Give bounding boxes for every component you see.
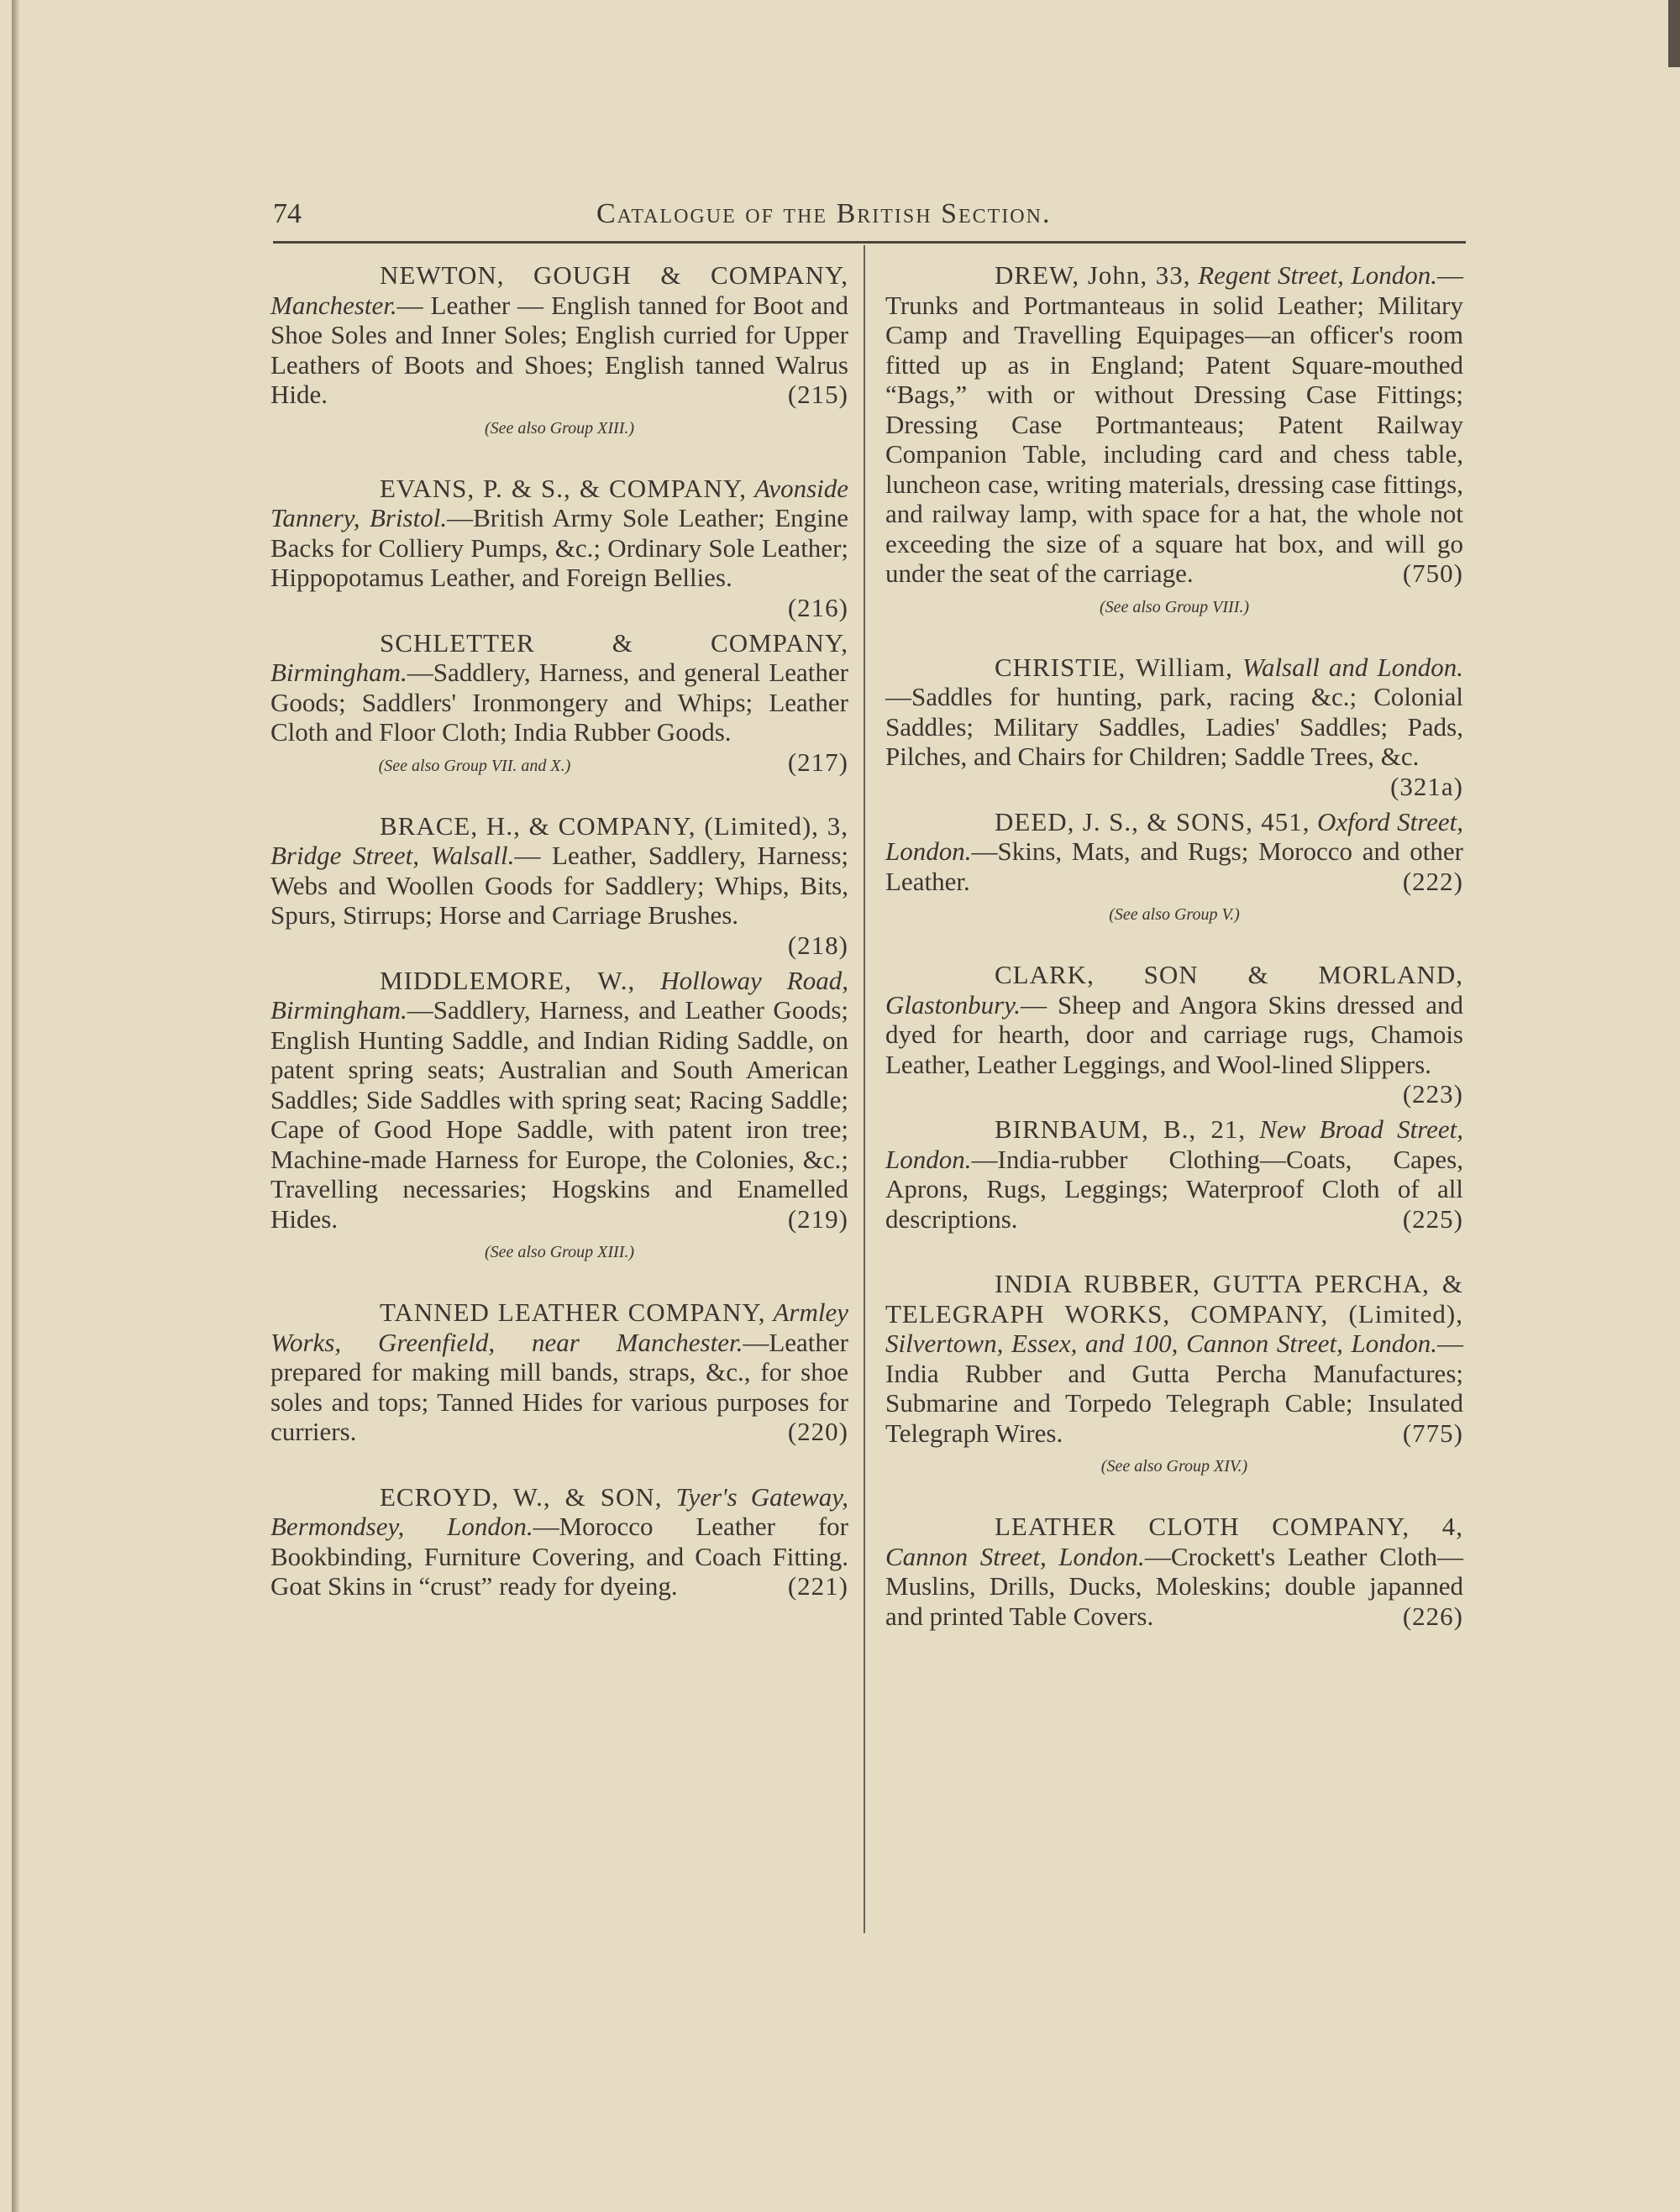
see-also-reference: (See also Group XIII.) [484,1243,635,1261]
entry-number: (215) [787,380,848,409]
entry-body [885,652,1464,801]
exhibitor-address: Bridge Street, Walsall. [270,841,515,870]
entry-description: — Sheep and Angora Skins dressed and dyed for hearth, door and carriage rugs, Chamois Leather, Leather Leggings, and Wool-lined Slippers. [885,989,1463,1079]
entry-description: —India Rubber and Gutta Percha Manufactures; Submarine and Torpedo Telegraph Cable; Insulated Telegraph Wires. [885,1329,1463,1448]
catalogue-entry [885,1114,1463,1234]
exhibitor-name: INDIA RUBBER, GUTTA PERCHA, & TELEGRAPH WORKS, COMPANY, (Limited), [885,1269,1463,1329]
entry-body [885,1512,1463,1631]
exhibitor-name: NEWTON, GOUGH & COMPANY, [380,260,848,290]
exhibitor-name: LEATHER CLOTH COMPANY, 4, [995,1512,1463,1541]
exhibitor-address: Glastonbury. [885,989,1021,1020]
page-title: Catalogue of the British Section. [596,198,1052,229]
entry-number: (220) [787,1417,848,1446]
exhibitor-name: BIRNBAUM, B., 21, [995,1114,1247,1144]
entry-number: (217) [787,747,848,777]
catalogue-entry [270,1297,848,1447]
see-also-reference: (See also Group V.) [1109,905,1240,924]
exhibitor-name: DEED, J. S., & SONS, 451, [995,806,1310,836]
see-also-reference: (See also Group VIII.) [1099,597,1250,616]
entry-number: (222) [1402,866,1463,896]
entry-number: (218) [787,930,848,960]
entry-number: (221) [787,1571,848,1601]
catalogue-entry [270,966,848,1263]
entry-body [885,807,1463,897]
catalogue-entry [885,1269,1463,1476]
exhibitor-address: Birmingham. [270,658,407,687]
entry-body [885,1114,1463,1234]
exhibitor-address: Avonside Tannery, Bristol. [270,473,848,532]
catalogue-entry [885,652,1464,801]
entry-body [270,473,849,622]
entry-body [270,810,848,960]
exhibitor-name: EVANS, P. & S., & COMPANY, [380,473,747,503]
exhibitor-address: Oxford Street, London. [885,806,1464,866]
see-also-reference: (See also Group XIII.) [484,418,635,438]
catalogue-entry [270,1482,848,1601]
entry-number: (226) [1402,1601,1463,1631]
entry-description: —British Army Sole Leather; Engine Backs for Colliery Pumps, &c.; Ordinary Sole Leather; Hippopotamus Leather, and Foreign Bellies. [270,503,849,592]
catalogue-entry [885,1512,1463,1631]
exhibitor-name: CHRISTIE, William, [995,652,1233,682]
entry-number: (216) [787,592,848,622]
left-column [270,260,848,1637]
catalogue-entry [885,960,1463,1109]
exhibitor-address: Silvertown, Essex, and 100, Cannon Street, London. [885,1329,1437,1358]
running-head [273,191,1466,233]
entry-description: —Saddlery, Harness, and general Leather Goods; Saddlers' Ironmongery and Whips; Leather Cloth and Floor Cloth; India Rubber Goods. [270,658,848,747]
catalogue-entry [270,628,848,776]
exhibitor-name: SCHLETTER & COMPANY, [380,627,848,658]
exhibitor-address: Armley Works, Greenfield, near Manchester. [270,1297,849,1357]
entry-body [885,960,1463,1109]
exhibitor-name: CLARK, SON & MORLAND, [995,960,1463,989]
exhibitor-address: Tyer's Gateway, Bermondsey, London. [270,1481,849,1541]
entry-description: —Morocco Leather for Bookbinding, Furniture Covering, and Coach Fitting. Goat Skins in “crust” ready for dyeing. [270,1512,848,1601]
catalogue-entry [885,807,1463,925]
exhibitor-name: BRACE, H., & COMPANY, (Limited), 3, [380,810,848,841]
entry-description: —Saddlery, Harness, and Leather Goods; English Hunting Saddle, and Indian Riding Saddle, on patent spring seats; Australian and South American Saddles; Side Saddles with spring seat; Racing Saddle; Cape of Good Hope Saddle, with patent iron tree; Machine-made Harness for Europe, the Colonies, &c.; Travelling necessaries; Hogskins and Enamelled Hides. [270,995,848,1234]
exhibitor-address: Manchester. [270,290,397,320]
catalogue-entry [270,260,848,438]
exhibitor-name: MIDDLEMORE, W., [380,965,636,995]
exhibitor-address: New Broad Street, London. [885,1114,1463,1174]
exhibitor-address: Cannon Street, London. [885,1541,1145,1571]
entry-description: —Saddles for hunting, park, racing &c.; Colonial Saddles; Military Saddles, Ladies' Saddles; Pads, Pilches, and Chairs for Children; Saddle Trees, &c. [885,682,1463,771]
entry-body [885,260,1463,589]
column-divider [864,245,865,1933]
exhibitor-name: TANNED LEATHER COMPANY, [380,1297,766,1327]
entry-description: — Leather, Saddlery, Harness; Webs and Woollen Goods for Saddlery; Whips, Bits, Spurs, Stirrups; Horse and Carriage Brushes. [270,841,848,930]
entry-body [270,1482,848,1601]
entry-body [270,1297,848,1447]
see-also-reference: (See also Group VII. and X.) [378,756,571,775]
page-number: 74 [273,198,302,229]
entry-description: —Skins, Mats, and Rugs; Morocco and other Leather. [885,836,1463,896]
entry-number: (223) [1402,1079,1463,1109]
entry-description: — Leather — English tanned for Boot and Shoe Soles and Inner Soles; English curried for Upper Leathers of Boots and Shoes; English tanned Walrus Hide. [270,290,848,409]
right-column [885,260,1463,1666]
catalogue-entry [270,473,849,622]
entry-body [270,260,848,410]
entry-description: —India-rubber Clothing—Coats, Capes, Aprons, Rugs, Leggings; Waterproof Cloth of all descriptions. [885,1144,1463,1234]
exhibitor-name: ECROYD, W., & SON, [380,1481,663,1512]
page-corner-shadow [1668,0,1680,67]
entry-number: (225) [1402,1203,1463,1234]
entry-number: (750) [1402,558,1463,588]
catalogue-entry [270,810,848,960]
entry-description: —Crockett's Leather Cloth—Muslins, Drills, Ducks, Moleskins; double japanned and printed Table Covers. [885,1541,1463,1631]
exhibitor-address: Holloway Road, Birmingham. [270,965,848,1025]
entry-number: (219) [787,1203,848,1234]
page-binding-edge [12,0,20,2212]
exhibitor-address: Regent Street, London. [1198,260,1438,290]
exhibitor-name: DREW, John, 33, [995,260,1191,290]
catalogue-entry [885,260,1463,617]
exhibitor-address: Walsall and London. [1242,652,1464,682]
entry-number: (321a) [1390,771,1463,801]
entry-number: (775) [1402,1418,1463,1448]
entry-description: —Trunks and Portmanteaus in solid Leather; Military Camp and Travelling Equipages—an officer's room fitted up as in England; Patent Square-mouthed “Bags,” with or without Dressing Case Fittings; Dressing Case Portmanteaus; Patent Railway Companion Table, including card and chess table, luncheon case, writing materials, dressing case fittings, and railway lamp, with space for a hat, the whole not exceeding the size of a square hat box, and will go under the seat of the carriage. [885,260,1464,588]
see-also-reference: (See also Group XIV.) [1100,1457,1248,1476]
header-rule [273,241,1466,244]
entry-description: —Leather prepared for making mill bands, straps, &c., for shoe soles and tops; Tanned Hides for various purposes for curriers. [270,1327,848,1446]
entry-body [270,966,848,1234]
entry-body [885,1269,1463,1448]
